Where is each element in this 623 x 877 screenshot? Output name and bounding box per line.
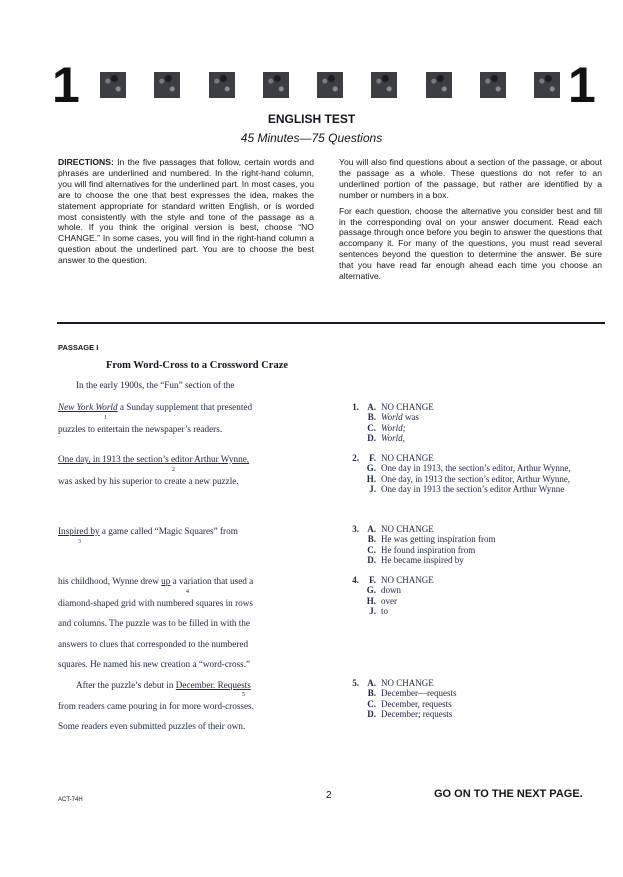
directions-label: DIRECTIONS: (58, 157, 114, 167)
option-text: over (381, 595, 397, 606)
answer-option[interactable] (343, 678, 608, 688)
question-marker-2: 2 (172, 467, 175, 473)
underlined-portion-2: One day, in 1913 the section’s editor Arthur Wynne, (58, 454, 250, 464)
passage-line (58, 576, 253, 586)
option-letter: C. (367, 544, 376, 555)
option-letter: B. (367, 534, 376, 545)
directions-left-column (58, 157, 314, 271)
section-number-left: 1 (52, 57, 80, 113)
option-text: NO CHANGE (381, 453, 434, 463)
italic-text: World, (381, 432, 405, 443)
question-number: 2. (352, 453, 359, 463)
option-letter: G. (366, 463, 376, 474)
square-icon (534, 72, 560, 98)
passage-line: was asked by his superior to create a new puzzle. (58, 476, 239, 486)
question-marker-3: 3 (78, 539, 81, 545)
passage-title: From Word-Cross to a Crossword Craze (105, 360, 289, 371)
option-letter: H. (366, 595, 376, 606)
square-icon (154, 72, 180, 98)
option-letter: C. (367, 698, 376, 709)
option-letter: G. (366, 585, 376, 596)
option-text: NO CHANGE (381, 524, 434, 534)
passage-text: a variation that used a (170, 576, 254, 586)
option-letter: F. (369, 575, 376, 585)
option-text: He found inspiration from (381, 544, 476, 555)
passage-line: puzzles to entertain the newspaper’s readers. (58, 424, 223, 434)
option-letter: D. (367, 432, 376, 443)
directions-paragraph: For each question, choose the alternative you consider best and fill in the corresponding oval on your answer document. Read each passage through once before you begin to answer the questions that accompany it. For many of the questions, you must read several sentences beyond the question to determine the answer. Be sure that you have read far enough ahead each time you choose an alternative. (339, 205, 602, 282)
option-letter: H. (366, 473, 376, 484)
answer-option[interactable] (343, 423, 608, 433)
answer-option[interactable] (343, 575, 608, 585)
decorative-squares (100, 72, 560, 98)
option-letter: C. (367, 422, 376, 433)
option-text: December—requests (381, 688, 457, 699)
passage-line (58, 526, 238, 536)
passage-line: Some readers even submitted puzzles of their own. (58, 721, 246, 731)
answer-option[interactable] (343, 474, 608, 484)
square-icon (100, 72, 126, 98)
passage-text: a game called “Magic Squares” from (99, 526, 238, 536)
answer-option[interactable] (343, 412, 608, 422)
answer-option[interactable] (343, 463, 608, 473)
option-letter: B. (367, 688, 376, 699)
form-code: ACT-74H (58, 797, 83, 803)
test-title: ENGLISH TEST (267, 112, 356, 126)
option-text: to (381, 605, 389, 616)
underlined-portion-4: up (161, 576, 171, 586)
passage-line: diamond-shaped grid with numbered squares in rows (58, 598, 253, 608)
passage-line: and columns. The puzzle was to be filled in with the (58, 618, 250, 628)
option-letter: A. (367, 402, 376, 412)
question-number: 1. (352, 402, 359, 412)
square-icon (480, 72, 506, 98)
option-text: NO CHANGE (381, 402, 434, 412)
directions-right-column (339, 157, 602, 287)
question-marker-5: 5 (242, 692, 245, 698)
option-letter: D. (367, 708, 376, 719)
option-letter: J. (369, 483, 376, 494)
square-icon (426, 72, 452, 98)
option-letter: J. (369, 605, 376, 616)
answer-option[interactable] (343, 433, 608, 443)
question-marker-4: 4 (186, 589, 189, 595)
passage-line: squares. He named his new creation a “word-cross.” (58, 659, 251, 669)
directions-text: In the five passages that follow, certain words and phrases are underlined and numbered. In the right-hand column, you will find alternatives for the underlined part. In most cases, you are to choose the one that best expresses the idea, makes the statement appropriate for standard written English, or is worded most consistently with the style and tone of the passage as a whole. If you think the original version is best, choose “NO CHANGE.” In some cases, you will find in the right-hand column a question about the underlined part. You are to choose the best answer to the question. (58, 157, 314, 266)
answer-option[interactable] (343, 524, 608, 534)
answer-option[interactable] (343, 688, 608, 698)
question-2 (343, 453, 608, 494)
option-text: December, requests (381, 698, 452, 709)
answer-option[interactable] (343, 545, 608, 555)
option-letter: A. (367, 678, 376, 688)
underlined-portion-3: Inspired by (58, 526, 100, 536)
page-number: 2 (326, 790, 332, 801)
option-letter: A. (367, 524, 376, 534)
passage-label: PASSAGE I (58, 343, 99, 352)
question-number: 5. (352, 678, 359, 688)
passage-line: In the early 1900s, the “Fun” section of the (76, 380, 235, 390)
option-text: He was getting inspiration from (381, 534, 496, 545)
answer-option[interactable] (343, 596, 608, 606)
option-text: One day, in 1913 the section’s editor, Arthur Wynne, (381, 473, 571, 484)
option-text: December; requests (381, 708, 453, 719)
option-text: One day in 1913 the section’s editor Arthur Wynne (381, 483, 565, 494)
answer-option[interactable] (343, 484, 608, 494)
passage-line (76, 680, 251, 690)
option-letter: D. (367, 554, 376, 565)
option-letter: B. (367, 412, 376, 423)
answer-option[interactable] (343, 555, 608, 565)
option-text (381, 423, 608, 433)
test-subtitle: 45 Minutes—75 Questions (240, 131, 383, 145)
question-number: 4. (352, 575, 359, 585)
passage-line (58, 454, 249, 464)
italic-text: World; (381, 422, 406, 433)
passage-line: from readers came pouring in for more word-crosses. (58, 701, 254, 711)
option-text: NO CHANGE (381, 575, 434, 585)
underlined-portion-1: New York World (58, 402, 118, 412)
passage-text: a Sunday supplement that presented (117, 402, 253, 412)
option-text: NO CHANGE (381, 678, 434, 688)
answer-option[interactable] (343, 453, 608, 463)
underlined-portion-5: December. Requests (175, 680, 251, 690)
answer-option[interactable] (343, 534, 608, 544)
option-text: down (381, 585, 401, 596)
answer-option[interactable] (343, 402, 608, 412)
answer-option[interactable] (343, 606, 608, 616)
square-icon (317, 72, 343, 98)
next-page-notice: GO ON TO THE NEXT PAGE. (434, 788, 583, 800)
question-1 (343, 402, 608, 443)
directions-paragraph (58, 157, 314, 266)
answer-option[interactable] (343, 699, 608, 709)
passage-line (58, 402, 252, 412)
question-marker-1: 1 (104, 415, 107, 421)
question-4 (343, 575, 608, 616)
option-text: He became inspired by (381, 554, 464, 565)
question-number: 3. (352, 524, 359, 534)
question-5 (343, 678, 608, 719)
square-icon (209, 72, 235, 98)
directions-paragraph: You will also find questions about a section of the passage, or about the passage as a whole. These questions do not refer to an underlined portion of the passage, but rather are identified by a number or numbers in a box. (339, 157, 602, 200)
passage-text: his childhood, Wynne drew (58, 576, 162, 586)
passage-text: After the puzzle’s debut in (76, 680, 176, 690)
option-letter: F. (369, 453, 376, 463)
option-text (381, 433, 608, 443)
section-number-right: 1 (568, 57, 596, 113)
answer-option[interactable] (343, 709, 608, 719)
option-text: One day in 1913, the section’s editor, Arthur Wynne, (381, 463, 571, 474)
italic-text: World (381, 412, 403, 423)
square-icon (371, 72, 397, 98)
question-3 (343, 524, 608, 565)
section-divider (57, 322, 605, 324)
passage-line: answers to clues that corresponded to the numbered (58, 639, 249, 649)
square-icon (263, 72, 289, 98)
option-text: World was (381, 412, 419, 423)
answer-option[interactable] (343, 585, 608, 595)
